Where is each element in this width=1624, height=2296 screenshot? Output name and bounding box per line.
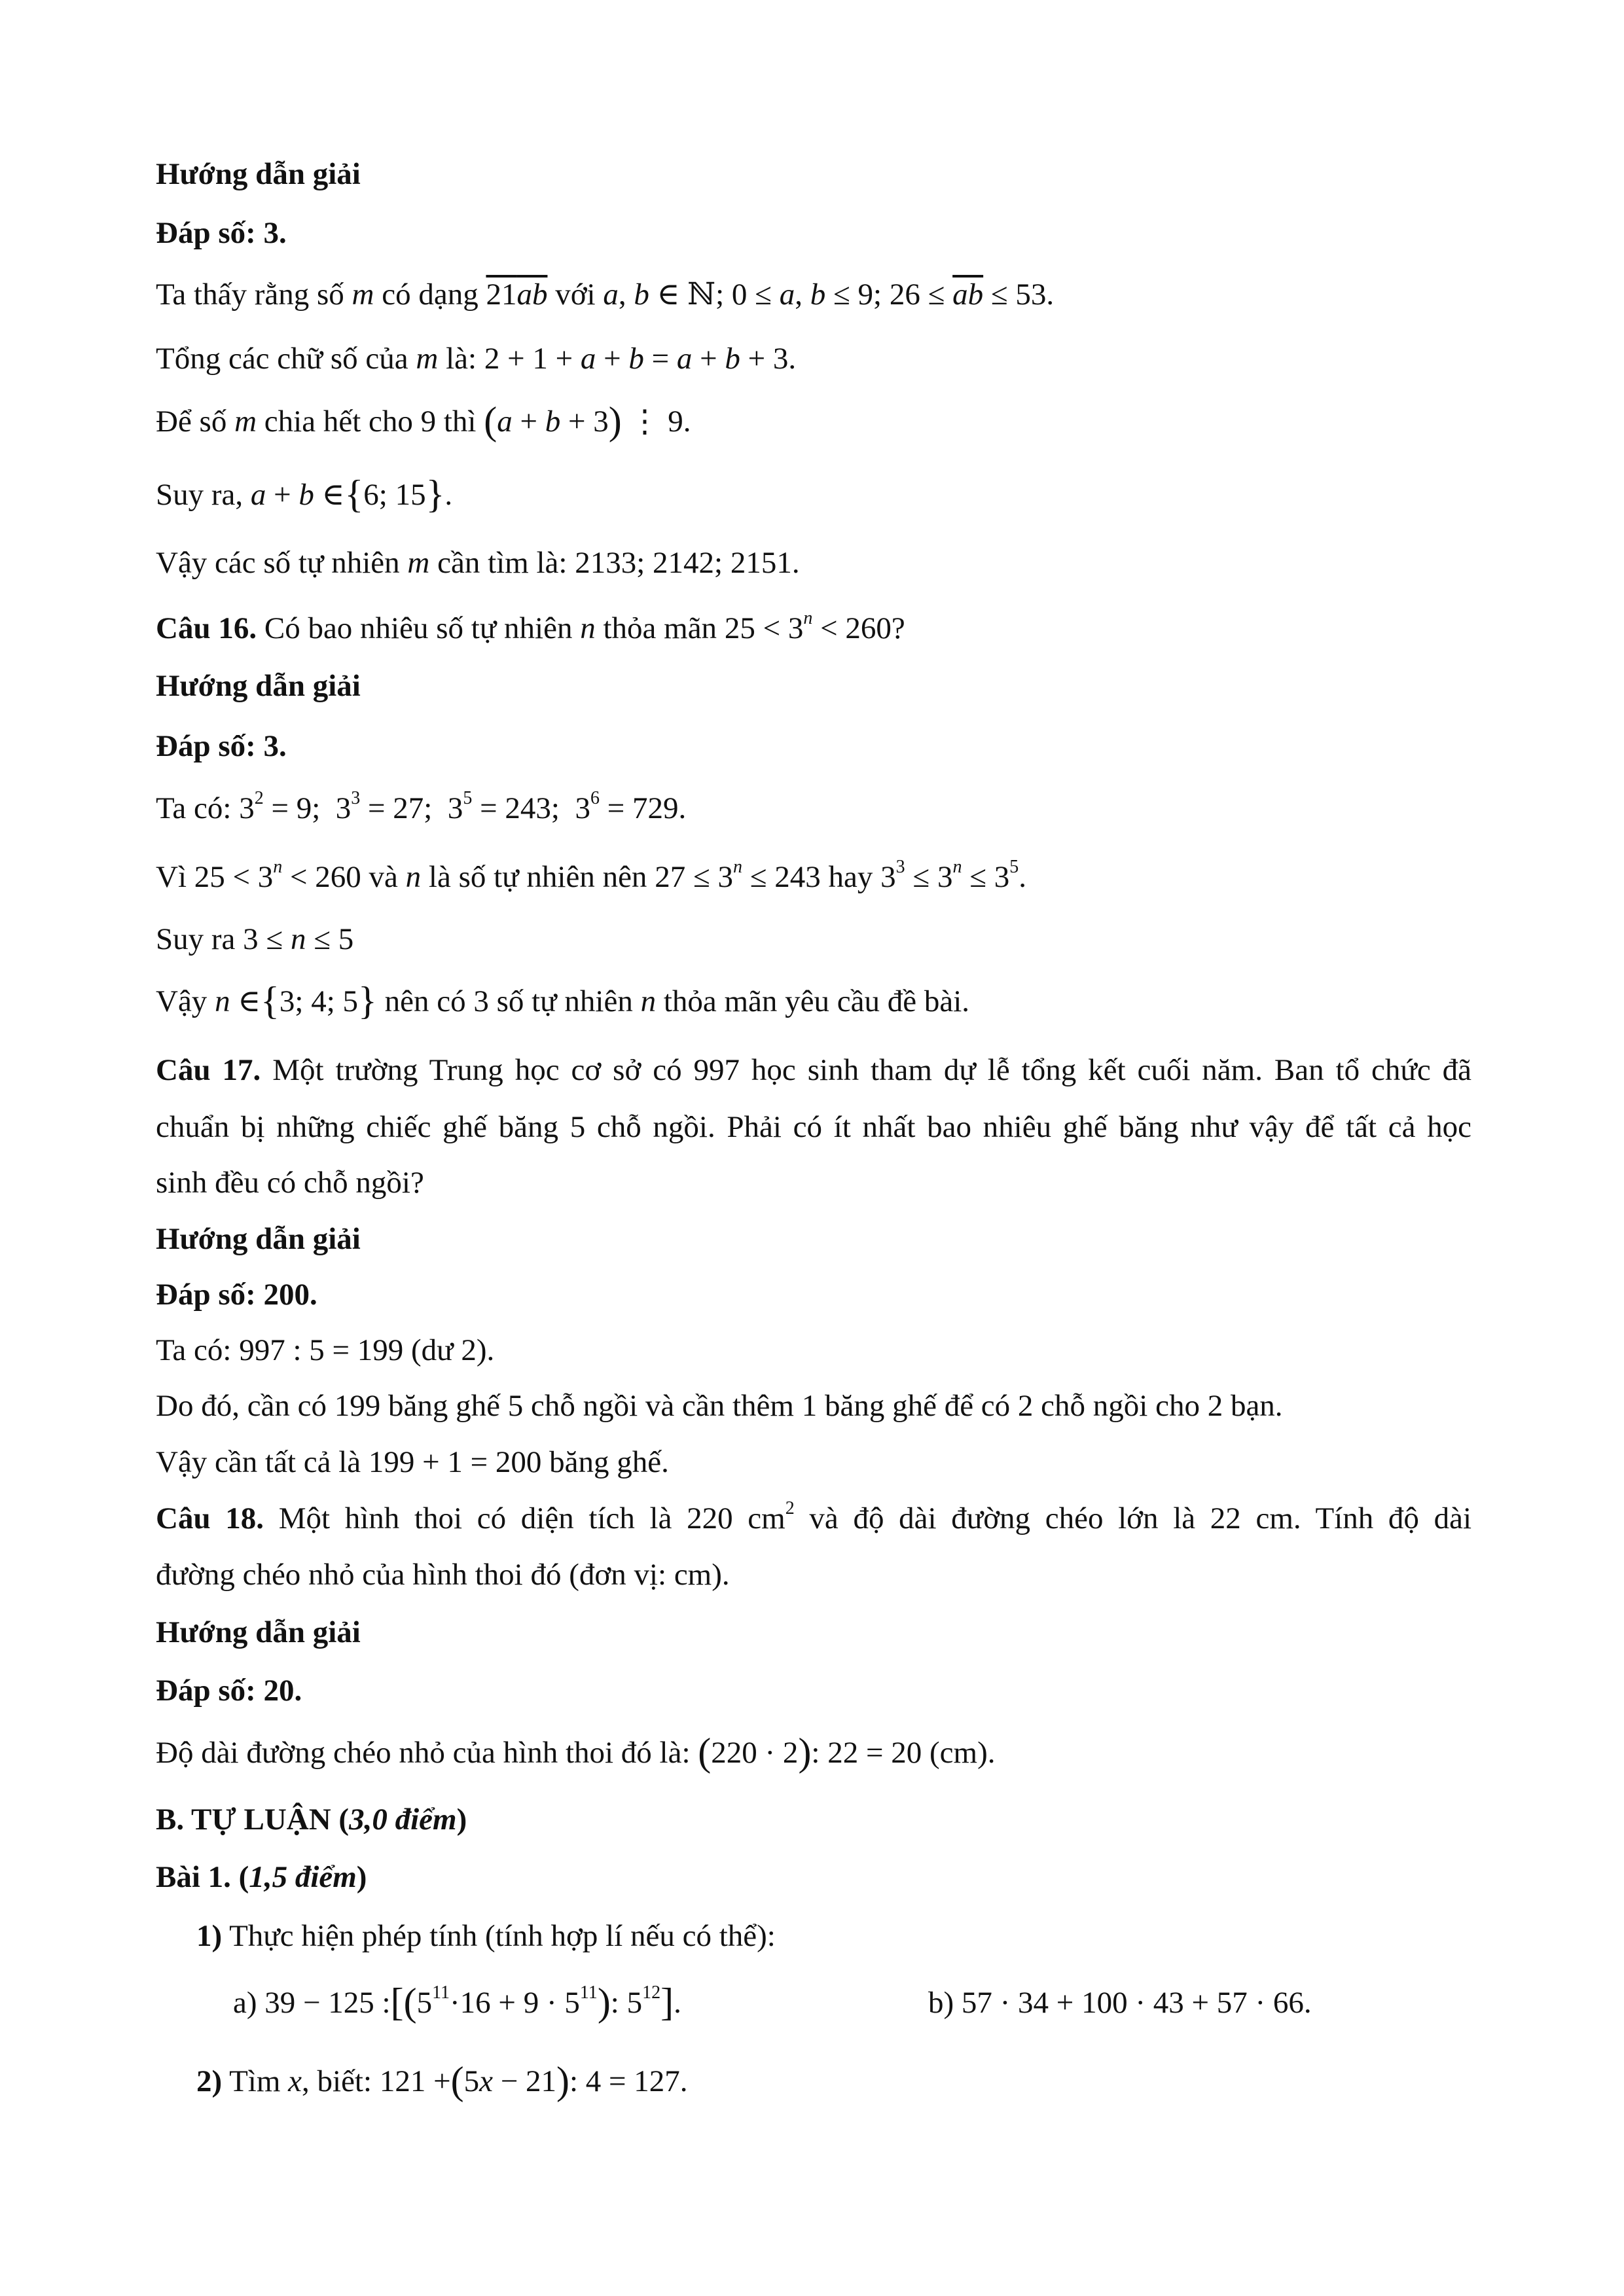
- solution-line: Vậy n ∈{3; 4; 5} nên có 3 số tự nhiên n thỏa mãn yêu cầu đề bài.: [156, 979, 970, 1022]
- solution-line: Vậy các số tự nhiên m cần tìm là: 2133; 2142; 2151.: [156, 546, 800, 580]
- solution-line: Do đó, cần có 199 băng ghế 5 chỗ ngồi và cần thêm 1 băng ghế để có 2 chỗ ngồi cho 2 bạn.: [156, 1389, 1283, 1423]
- question-18: Câu 18. Một hình thoi có diện tích là 220 $cm^2$ và độ dài đường chéo lớn là 22 cm. Tính độ dài: [156, 1498, 1472, 1535]
- solution-line: Ta có: $3^2 = 9$; $3^3 = 27$; $3^5 = 243$; $3^6 = 729$.: [156, 788, 687, 825]
- solution-line: Suy ra 3 ≤ n ≤ 5: [156, 922, 354, 956]
- solution-line: Suy ra, a + b ∈{6; 15}.: [156, 473, 453, 516]
- solution-line: Vậy cần tất cả là 199 + 1 = 200 băng ghế.: [156, 1445, 669, 1479]
- solution-line: Ta thấy rằng số m có dạng 21ab với a, b ∈ ℕ; 0 ≤ a, b ≤ 9; $26 \le \overline{ab} \le 53$.: [156, 278, 1055, 312]
- question-16: Câu 16. Có bao nhiêu số tự nhiên n thỏa mãn $25 < 3^n < 260$?: [156, 608, 905, 645]
- question-17-line: sinh đều có chỗ ngồi?: [156, 1166, 424, 1200]
- solution-line: Độ dài đường chéo nhỏ của hình thoi đó là: (220 · 2): 22 = 20 (cm).: [156, 1731, 996, 1774]
- solution-line: Để số m chia hết cho 9 thì (a + b + 3) ⋮ 9.: [156, 399, 691, 442]
- answer-line: Đáp số: 20.: [156, 1674, 302, 1708]
- question-17: Câu 17. Một trường Trung học cơ sở có 997 học sinh tham dự lễ tổng kết cuối năm. Ban tổ chức đã: [156, 1053, 1472, 1087]
- answer-line: Đáp số: 3.: [156, 729, 287, 763]
- solution-heading: Hướng dẫn giải: [156, 1615, 361, 1649]
- exercise-part-2: 2) Tìm x, biết: 121 +(5x − 21): 4 = 127.: [196, 2059, 688, 2102]
- section-title: B. TỰ LUẬN (3,0 điểm): [156, 1803, 467, 1837]
- solution-line: Tổng các chữ số của m là: 2 + 1 + a + b = a + b + 3.: [156, 342, 797, 376]
- solution-heading: Hướng dẫn giải: [156, 1222, 361, 1256]
- question-17-line: chuẩn bị những chiếc ghế băng 5 chỗ ngồi. Phải có ít nhất bao nhiêu ghế băng như vậy để tất cả học: [156, 1110, 1471, 1144]
- exercise-item-b: b) 57 · 34 + 100 · 43 + 57 · 66.: [928, 1986, 1312, 2020]
- exercise-item-a: a) 39 − 125 $:[(5^{11}\cdot 16 + 9 \cdot 5^{11})$: $5^{12}$]. b) 57 · 34 + 100 · 43 + 57 · 66.: [233, 1981, 1312, 2024]
- question-18-line: đường chéo nhỏ của hình thoi đó (đơn vị: cm).: [156, 1558, 730, 1592]
- exercise-part-1: 1) Thực hiện phép tính (tính hợp lí nếu có thể):: [196, 1919, 776, 1953]
- answer-line: Đáp số: 3.: [156, 216, 287, 250]
- answer-line: Đáp số: 200.: [156, 1278, 317, 1312]
- solution-heading: Hướng dẫn giải: [156, 669, 361, 703]
- solution-line: Vì $25 < 3^n < 260$ và n là số tự nhiên nên $27 \le 3^n \le 243$ hay $3^3 \le 3^n \le 3^5$.: [156, 857, 1026, 894]
- solution-line: Ta có: 997 : 5 = 199 (dư 2).: [156, 1333, 495, 1367]
- solution-heading: Hướng dẫn giải: [156, 157, 361, 191]
- exercise-title: Bài 1. (1,5 điểm): [156, 1860, 367, 1894]
